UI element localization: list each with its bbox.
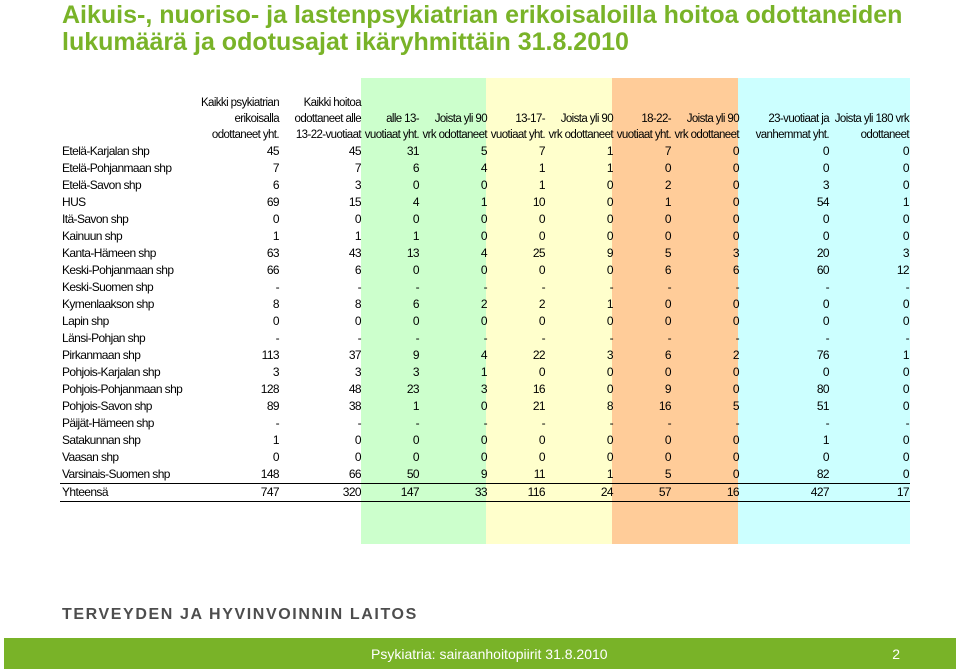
table-row — [60, 313, 910, 330]
table-cell: 1 — [902, 195, 909, 209]
table-cell: 0 — [412, 212, 419, 226]
table-cell: 0 — [822, 161, 829, 175]
table-cell: - — [735, 331, 739, 345]
table-cell: 1 — [480, 195, 487, 209]
table-row — [60, 177, 910, 194]
row-name: Etelä-Karjalan shp — [62, 144, 150, 158]
table-cell: 0 — [538, 450, 545, 464]
table-cell: 1 — [272, 229, 279, 243]
table-cell: 0 — [480, 263, 487, 277]
table-cell: 0 — [732, 433, 739, 447]
table-cell: 1 — [606, 467, 613, 481]
table-cell: 69 — [266, 195, 279, 209]
table-cell: 0 — [902, 365, 909, 379]
row-name: Pirkanmaan shp — [62, 348, 141, 362]
table-cell: 3 — [480, 382, 487, 396]
table-cell: - — [415, 331, 419, 345]
table-cell: - — [541, 416, 545, 430]
table-cell: - — [735, 280, 739, 294]
table-cell: 7 — [354, 161, 361, 175]
table-cell: - — [541, 280, 545, 294]
total-row — [60, 484, 910, 502]
table-cell: - — [275, 280, 279, 294]
table-cell: - — [667, 416, 671, 430]
table-cell: 43 — [348, 246, 361, 260]
waiting-times-table — [60, 92, 910, 502]
table-cell: 3 — [354, 178, 361, 192]
table-cell: - — [735, 416, 739, 430]
table-cell: 0 — [732, 144, 739, 158]
table-cell: 0 — [606, 178, 613, 192]
table-cell: 51 — [816, 399, 829, 413]
table-cell: 15 — [348, 195, 361, 209]
table-cell: 12 — [896, 263, 909, 277]
table-cell: 0 — [822, 365, 829, 379]
table-cell: 60 — [816, 263, 829, 277]
table-cell: 4 — [480, 246, 487, 260]
table-cell: 2 — [664, 178, 671, 192]
table-cell: 0 — [664, 433, 671, 447]
table-cell: 113 — [261, 348, 279, 362]
table-row — [60, 449, 910, 466]
row-name: Vaasan shp — [62, 450, 119, 464]
table-cell: 0 — [538, 314, 545, 328]
table-cell: 0 — [354, 450, 361, 464]
table-cell: 3 — [354, 365, 361, 379]
table-cell: 1 — [902, 348, 909, 362]
table-cell: 9 — [412, 348, 419, 362]
table-cell: - — [667, 331, 671, 345]
table-cell: - — [357, 416, 361, 430]
table-cell: 1 — [412, 399, 419, 413]
table-cell: 0 — [822, 297, 829, 311]
table-cell: 0 — [272, 212, 279, 226]
table-cell: - — [609, 280, 613, 294]
table-cell: 6 — [664, 348, 671, 362]
table-cell: 5 — [732, 399, 739, 413]
table-cell: - — [905, 280, 909, 294]
table-cell: - — [275, 416, 279, 430]
row-name: Etelä-Savon shp — [62, 178, 142, 192]
table-cell: 1 — [538, 161, 545, 175]
table-cell: 9 — [664, 382, 671, 396]
thl-logo: TERVEYDEN JA HYVINVOINNIN LAITOS — [62, 606, 418, 623]
table-cell: 0 — [732, 297, 739, 311]
table-row — [60, 228, 910, 245]
table-cell: 0 — [664, 212, 671, 226]
table-row — [60, 381, 910, 398]
row-name: Keski-Suomen shp — [62, 280, 154, 294]
table-cell: 57 — [614, 484, 672, 502]
table-cell: 0 — [480, 450, 487, 464]
table-row — [60, 160, 910, 177]
table-cell: 0 — [732, 382, 739, 396]
table-cell: 320 — [280, 484, 362, 502]
table-cell: 0 — [664, 161, 671, 175]
table-cell: 0 — [480, 399, 487, 413]
table-cell: 0 — [902, 433, 909, 447]
table-cell: 0 — [902, 161, 909, 175]
table-cell: 37 — [348, 348, 361, 362]
table-cell: 1 — [538, 178, 545, 192]
table-cell: 0 — [606, 450, 613, 464]
table-row — [60, 194, 910, 211]
table-cell: 0 — [902, 314, 909, 328]
table-cell: 1 — [354, 229, 361, 243]
column-header: 23-vuotiaat ja vanhemmat yht. — [755, 113, 829, 141]
table-cell: 3 — [606, 348, 613, 362]
row-name: Pohjois-Karjalan shp — [62, 365, 161, 379]
table-cell: 3 — [732, 246, 739, 260]
table-cell: 6 — [354, 263, 361, 277]
table-cell: 3 — [822, 178, 829, 192]
table-cell: 16 — [658, 399, 671, 413]
table-row — [60, 398, 910, 415]
column-header: 13-17-vuotiaat yht. — [490, 113, 545, 141]
table-cell: 0 — [664, 314, 671, 328]
table-cell: 11 — [533, 467, 545, 481]
column-header: alle 13-vuotiaat yht. — [364, 113, 419, 141]
row-name: Varsinais-Suomen shp — [62, 467, 170, 481]
row-name: Satakunnan shp — [62, 433, 141, 447]
table-cell: 2 — [538, 297, 545, 311]
footer-text: Psykiatria: sairaanhoitopiirit 31.8.2010 — [371, 646, 608, 662]
table-cell: - — [415, 280, 419, 294]
table-cell: 0 — [606, 433, 613, 447]
table-cell: 427 — [740, 484, 830, 502]
table-cell: 0 — [732, 314, 739, 328]
table-cell: 0 — [732, 467, 739, 481]
table-cell: 5 — [480, 144, 487, 158]
table-cell: 0 — [606, 314, 613, 328]
table-cell: 7 — [664, 144, 671, 158]
table-cell: 0 — [732, 450, 739, 464]
table-cell: 24 — [546, 484, 614, 502]
table-cell: 76 — [816, 348, 829, 362]
table-cell: 7 — [272, 161, 279, 175]
table-cell: 2 — [732, 348, 739, 362]
table-cell: 5 — [664, 467, 671, 481]
table-cell: 1 — [606, 144, 613, 158]
table-cell: 0 — [538, 229, 545, 243]
table-body — [60, 143, 910, 502]
table-cell: - — [483, 280, 487, 294]
table-cell: 0 — [902, 229, 909, 243]
table-row — [60, 296, 910, 313]
table-cell: 3 — [902, 246, 909, 260]
row-name: Keski-Pohjanmaan shp — [62, 263, 174, 277]
row-name: Kymenlaakson shp — [62, 297, 154, 311]
table-row — [60, 279, 910, 296]
table-cell: 0 — [606, 229, 613, 243]
page-title: Aikuis-, nuoriso- ja lastenpsykiatrian erikoisaloilla hoitoa odottaneiden lukumäärä ja odotusajat ikäryhmittäin 31.8.2010 — [62, 1, 903, 56]
table-cell: - — [905, 416, 909, 430]
table-cell: 10 — [532, 195, 545, 209]
table-cell: 45 — [348, 144, 361, 158]
table-cell: 9 — [606, 246, 613, 260]
row-name: Päijät-Hämeen shp — [62, 416, 154, 430]
table-cell: 0 — [480, 314, 487, 328]
table-cell: 0 — [732, 178, 739, 192]
table-row — [60, 415, 910, 432]
table-cell: - — [667, 280, 671, 294]
table-cell: 6 — [412, 297, 419, 311]
table-row — [60, 364, 910, 381]
table-cell: 23 — [406, 382, 419, 396]
table-cell: 0 — [412, 314, 419, 328]
table-cell: 0 — [902, 297, 909, 311]
table-cell: - — [825, 416, 829, 430]
table-cell: 16 — [672, 484, 740, 502]
table-cell: - — [541, 331, 545, 345]
table-cell: 6 — [412, 161, 419, 175]
table-cell: 0 — [732, 212, 739, 226]
table-cell: - — [825, 280, 829, 294]
table-cell: 6 — [732, 263, 739, 277]
table-cell: 0 — [822, 229, 829, 243]
table-cell: 0 — [480, 433, 487, 447]
row-name: Yhteensä — [60, 484, 192, 502]
column-header: Joista yli 90 vrk odottaneet — [422, 113, 487, 141]
table-cell: 82 — [816, 467, 829, 481]
table-cell: 0 — [902, 144, 909, 158]
table-cell: 20 — [816, 246, 829, 260]
table-cell: 0 — [412, 450, 419, 464]
table-cell: 45 — [266, 144, 279, 158]
table-cell: 25 — [532, 246, 545, 260]
table-row — [60, 245, 910, 262]
table-cell: 0 — [902, 178, 909, 192]
footer-bar — [4, 638, 956, 669]
table-cell: 1 — [822, 433, 829, 447]
table-cell: 7 — [538, 144, 545, 158]
column-header: Joista yli 90 vrk odottaneet — [548, 113, 613, 141]
table-cell: 1 — [480, 365, 487, 379]
table-cell: - — [275, 331, 279, 345]
table-cell: 0 — [606, 195, 613, 209]
table-cell: - — [415, 416, 419, 430]
table-cell: 0 — [902, 212, 909, 226]
table-cell: 54 — [816, 195, 829, 209]
table-cell: 8 — [272, 297, 279, 311]
table-cell: 0 — [272, 450, 279, 464]
table-cell: - — [357, 331, 361, 345]
table-cell: 0 — [272, 314, 279, 328]
table-cell: 4 — [480, 161, 487, 175]
row-name: Kainuun shp — [62, 229, 123, 243]
table-cell: 22 — [532, 348, 545, 362]
table-cell: 0 — [902, 382, 909, 396]
table-cell: 66 — [348, 467, 361, 481]
table-row — [60, 466, 910, 484]
table-cell: 0 — [606, 382, 613, 396]
table-cell: 747 — [192, 484, 280, 502]
table-cell: 1 — [606, 161, 613, 175]
table-cell: 3 — [412, 365, 419, 379]
row-name: Pohjois-Pohjanmaan shp — [62, 382, 183, 396]
table-cell: 50 — [406, 467, 419, 481]
table-cell: 0 — [902, 399, 909, 413]
row-name: Itä-Savon shp — [62, 212, 129, 226]
table-row — [60, 262, 910, 279]
table-cell: 0 — [732, 161, 739, 175]
table-cell: 4 — [412, 195, 419, 209]
table-cell: 1 — [606, 297, 613, 311]
table-cell: 17 — [830, 484, 910, 502]
table-cell: - — [825, 331, 829, 345]
table-cell: 0 — [664, 450, 671, 464]
table-cell: 8 — [606, 399, 613, 413]
table-cell: 1 — [664, 195, 671, 209]
table-cell: 0 — [606, 212, 613, 226]
table-cell: 6 — [664, 263, 671, 277]
table-cell: 0 — [732, 195, 739, 209]
table-cell: - — [609, 331, 613, 345]
header-corner — [60, 92, 192, 143]
table-cell: 0 — [354, 314, 361, 328]
table-cell: 1 — [272, 433, 279, 447]
table-row — [60, 143, 910, 160]
table-cell: 0 — [822, 450, 829, 464]
table-row — [60, 330, 910, 347]
table-cell: 48 — [348, 382, 361, 396]
row-name: HUS — [62, 195, 86, 209]
table-cell: 9 — [480, 467, 487, 481]
table-cell: - — [357, 280, 361, 294]
table-row — [60, 211, 910, 228]
table-cell: - — [905, 331, 909, 345]
table-cell: 3 — [272, 365, 279, 379]
row-name: Pohjois-Savon shp — [62, 399, 152, 413]
table-cell: 21 — [532, 399, 545, 413]
table-cell: 0 — [606, 365, 613, 379]
table-cell: 0 — [664, 229, 671, 243]
table-cell: 63 — [266, 246, 279, 260]
table-cell: 5 — [664, 246, 671, 260]
column-header: Kaikki hoitoa odottaneet alle 13-22-vuotiaat — [294, 97, 361, 141]
table-cell: 31 — [406, 144, 419, 158]
table-cell: 33 — [420, 484, 488, 502]
table-cell: 0 — [822, 314, 829, 328]
table-cell: 66 — [266, 263, 279, 277]
table-cell: 0 — [902, 467, 909, 481]
table-cell: - — [483, 416, 487, 430]
table-cell: 0 — [822, 144, 829, 158]
table-cell: - — [483, 331, 487, 345]
table-cell: 0 — [732, 365, 739, 379]
table-cell: 0 — [480, 229, 487, 243]
table-cell: 0 — [732, 229, 739, 243]
table-cell: 116 — [488, 484, 546, 502]
table-cell: 0 — [664, 297, 671, 311]
table-cell: 13 — [406, 246, 419, 260]
column-header: Joista yli 90 vrk odottaneet — [674, 113, 739, 141]
table-cell: 0 — [664, 365, 671, 379]
table-cell: 1 — [412, 229, 419, 243]
table-cell: 4 — [480, 348, 487, 362]
page-number: 2 — [892, 646, 900, 662]
table-cell: 0 — [822, 212, 829, 226]
table-cell: 16 — [532, 382, 545, 396]
table-cell: 0 — [354, 433, 361, 447]
table-row — [60, 347, 910, 364]
table-cell: 80 — [816, 382, 829, 396]
table-cell: 0 — [606, 263, 613, 277]
table-cell: 8 — [354, 297, 361, 311]
row-name: Etelä-Pohjanmaan shp — [62, 161, 172, 175]
table-cell: 0 — [354, 212, 361, 226]
table-cell: 0 — [902, 450, 909, 464]
table-cell: 147 — [362, 484, 420, 502]
table-cell: 148 — [260, 467, 279, 481]
table-cell: 0 — [538, 263, 545, 277]
table-header-row — [60, 92, 910, 143]
row-name: Kanta-Hämeen shp — [62, 246, 156, 260]
table-cell: 6 — [272, 178, 279, 192]
column-header: 18-22-vuotiaat yht. — [616, 113, 671, 141]
table-cell: 0 — [412, 433, 419, 447]
table-row — [60, 432, 910, 449]
table-cell: 89 — [266, 399, 279, 413]
table-cell: 0 — [538, 433, 545, 447]
table-cell: 0 — [538, 212, 545, 226]
table-cell: 0 — [538, 365, 545, 379]
table-cell: 0 — [480, 212, 487, 226]
column-header: Joista yli 180 vrk odottaneet — [834, 113, 909, 141]
table-cell: 0 — [480, 178, 487, 192]
table-cell: 38 — [348, 399, 361, 413]
column-header: Kaikki psykiatrian erikoisalla odottaneet yht. — [200, 97, 279, 141]
table-cell: - — [609, 416, 613, 430]
table-cell: 0 — [412, 263, 419, 277]
table-cell: 128 — [260, 382, 279, 396]
table-cell: 2 — [480, 297, 487, 311]
row-name: Lapin shp — [62, 314, 109, 328]
table-cell: 0 — [412, 178, 419, 192]
row-name: Länsi-Pohjan shp — [62, 331, 146, 345]
